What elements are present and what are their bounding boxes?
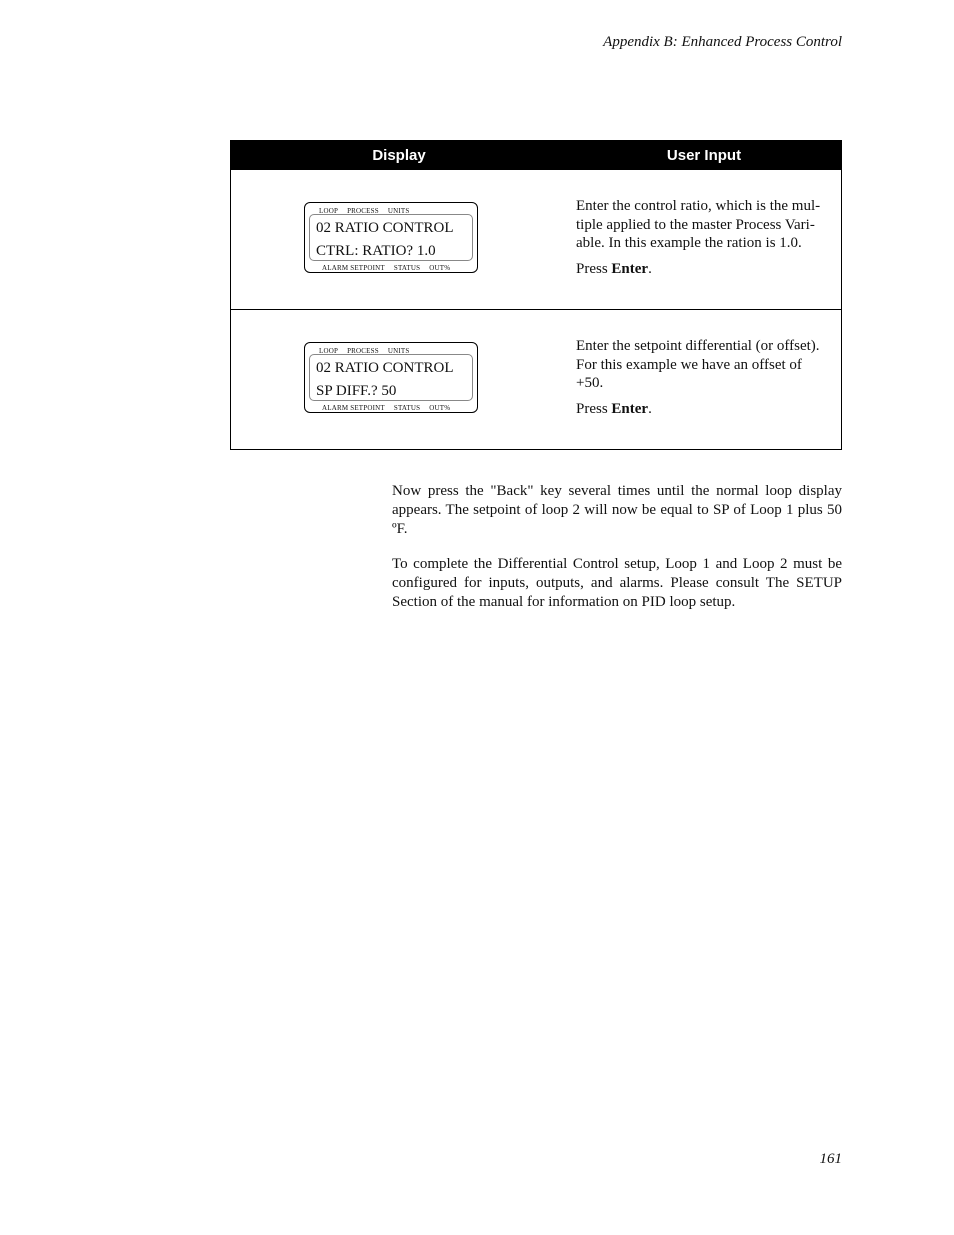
lcd-label-status: STATUS — [393, 264, 421, 272]
lcd-label-out: OUT% — [429, 264, 451, 272]
instruction-text: Enter the setpoint differential (or offset). For this example we have an offset of +50. — [576, 338, 820, 391]
column-header-display: Display — [372, 147, 426, 164]
lcd-line-1: 02 RATIO CONTROL — [316, 360, 454, 376]
body-text — [392, 482, 842, 628]
lcd-screen — [309, 214, 473, 261]
lcd-label-out: OUT% — [429, 404, 451, 412]
lcd-label-units: UNITS — [387, 207, 410, 215]
table-header — [231, 141, 841, 170]
lcd-label-loop: LOOP — [319, 347, 339, 355]
user-input-instruction — [576, 337, 832, 418]
lcd-label-process: PROCESS — [347, 207, 379, 215]
enter-key-label: Enter — [611, 260, 649, 277]
lcd-label-alarm-setpoint: ALARM SETPOINT — [322, 264, 385, 272]
lcd-label-status: STATUS — [393, 404, 421, 412]
lcd-display — [304, 202, 478, 273]
user-input-instruction — [576, 197, 832, 278]
running-header: Appendix B: Enhanced Process Control — [603, 34, 842, 50]
lcd-label-units: UNITS — [387, 347, 410, 355]
page-number: 161 — [819, 1151, 842, 1167]
lcd-line-1: 02 RATIO CONTROL — [316, 220, 454, 236]
table-row — [231, 170, 841, 309]
lcd-line-2: CTRL: RATIO? 1.0 — [316, 243, 436, 259]
instruction-text: Enter the control ratio, which is the mul-tiple applied to the master Process Vari-able. In this example the ration is 1.0. — [576, 198, 821, 251]
lcd-label-loop: LOOP — [319, 207, 339, 215]
lcd-line-2: SP DIFF.? 50 — [316, 383, 397, 399]
paragraph-back-key: Now press the "Back" key several times until the normal loop display appears. The setpoint of loop 2 will now be equal to SP of Loop 1 plus 50 ºF. — [392, 483, 842, 537]
lcd-label-process: PROCESS — [347, 347, 379, 355]
lcd-label-alarm-setpoint: ALARM SETPOINT — [322, 404, 385, 412]
lcd-bottom-labels — [322, 404, 459, 412]
press-enter-text: Press Enter. — [576, 400, 652, 417]
lcd-display — [304, 342, 478, 413]
paragraph-setup-note: To complete the Differential Control setup, Loop 1 and Loop 2 must be configured for inputs, outputs, and alarms. Please consult The SETUP Section of the manual for information on PID loop setup. — [392, 556, 842, 610]
enter-key-label: Enter — [611, 400, 649, 417]
lcd-screen — [309, 354, 473, 401]
column-header-user-input: User Input — [666, 147, 742, 164]
press-enter-text: Press Enter. — [576, 260, 652, 277]
table-row — [231, 309, 841, 449]
display-input-table — [230, 140, 842, 450]
lcd-bottom-labels — [322, 264, 459, 272]
